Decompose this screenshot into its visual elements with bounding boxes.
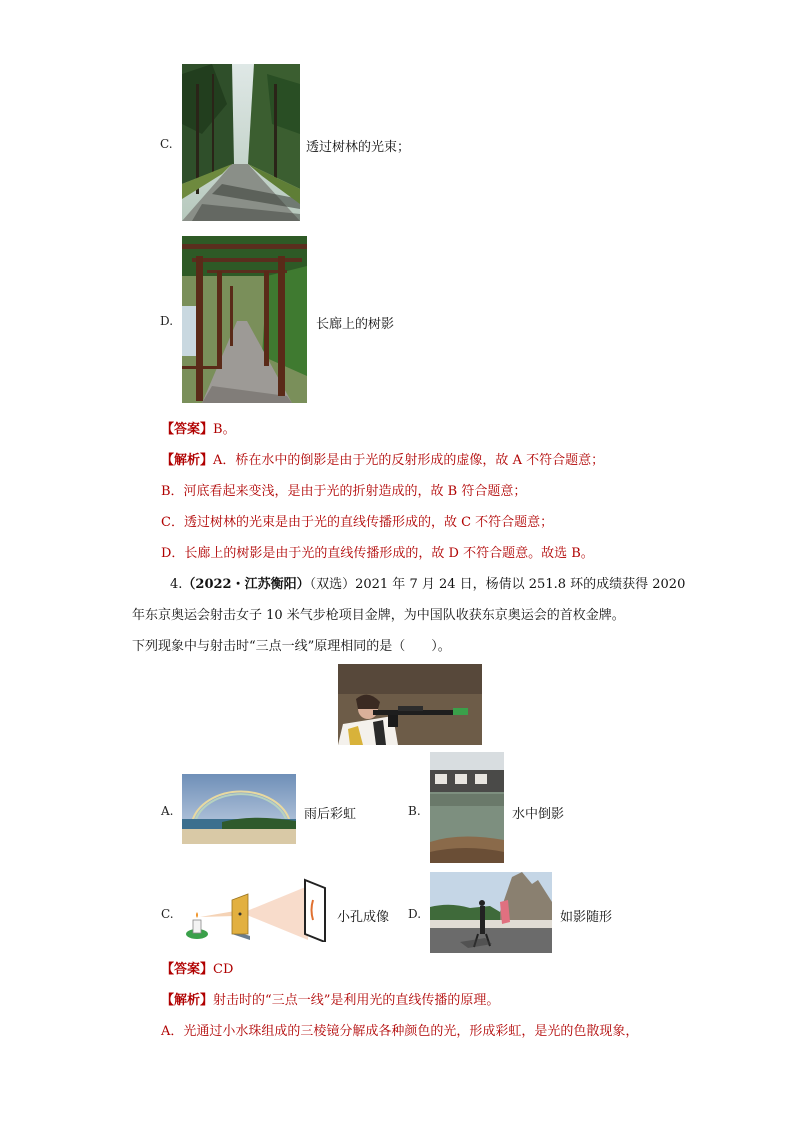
analysis-1-line-d: D．长廊上的树影是由于光的直线传播形成的，故 D 不符合题意。故选 B。 [161, 546, 594, 561]
pinhole-diagram [180, 878, 330, 942]
shadow-photo [430, 872, 552, 953]
answer-1-label: 答案 [174, 422, 201, 437]
analysis-2-line-2: A．光通过小水珠组成的三棱镜分解成各种颜色的光，形成彩虹，是光的色散现象， [161, 1024, 639, 1039]
rainbow-photo [182, 774, 296, 844]
option-d-text: 长廊上的树影 [316, 317, 395, 332]
analysis-1-label: 解析 [174, 453, 201, 468]
q4-option-a-letter: A. [161, 804, 174, 818]
forest-road-photo [182, 64, 300, 221]
q4-option-b-text: 水中倒影 [512, 807, 565, 822]
q4-option-b-letter: B. [408, 804, 421, 818]
analysis-2-label: 解析 [174, 993, 201, 1008]
answer-2: 【答案】CD [161, 962, 234, 977]
corridor-photo [182, 236, 307, 403]
analysis-1-line-c: C．透过树林的光束是由于光的直线传播形成的，故 C 不符合题意； [161, 515, 554, 530]
option-c-text: 透过树林的光束； [306, 140, 411, 155]
q4-option-d-letter: D. [408, 907, 422, 921]
analysis-2-line-1: 【解析】射击时的“三点一线”是利用光的直线传播的原理。 [161, 993, 500, 1008]
q4-option-a-text: 雨后彩虹 [304, 807, 357, 822]
option-c-letter: C. [160, 137, 173, 151]
q4-option-d-text: 如影随形 [560, 910, 613, 925]
question-4-source: （2022・江苏衡阳） [182, 577, 310, 592]
question-4-line-3: 下列现象中与射击时“三点一线”原理相同的是（ ）。 [132, 639, 451, 654]
answer-1: 【答案】B。 [161, 422, 236, 437]
shooter-photo [338, 664, 482, 745]
reflection-photo [430, 752, 504, 863]
q4-option-c-letter: C. [161, 907, 174, 921]
question-4-number: 4. [170, 577, 183, 592]
answer-2-label: 答案 [174, 962, 201, 977]
analysis-1-line-a: 【解析】A．桥在水中的倒影是由于光的反射形成的虚像，故 A 不符合题意； [161, 453, 605, 468]
analysis-1-line-b: B．河底看起来变浅，是由于光的折射造成的，故 B 符合题意； [161, 484, 527, 499]
option-d-letter: D. [160, 314, 174, 328]
question-4-line-1: 4.（2022・江苏衡阳）（双选）2021 年 7 月 24 日，杨倩以 251.8 环的成绩获得 2020 [170, 577, 686, 592]
answer-1-value: B。 [213, 422, 236, 437]
q4-option-c-text: 小孔成像 [337, 910, 390, 925]
answer-2-value: CD [213, 962, 234, 977]
question-4-line-2: 年东京奥运会射击女子 10 米气步枪项目金牌，为中国队收获东京奥运会的首枚金牌。 [132, 608, 625, 623]
